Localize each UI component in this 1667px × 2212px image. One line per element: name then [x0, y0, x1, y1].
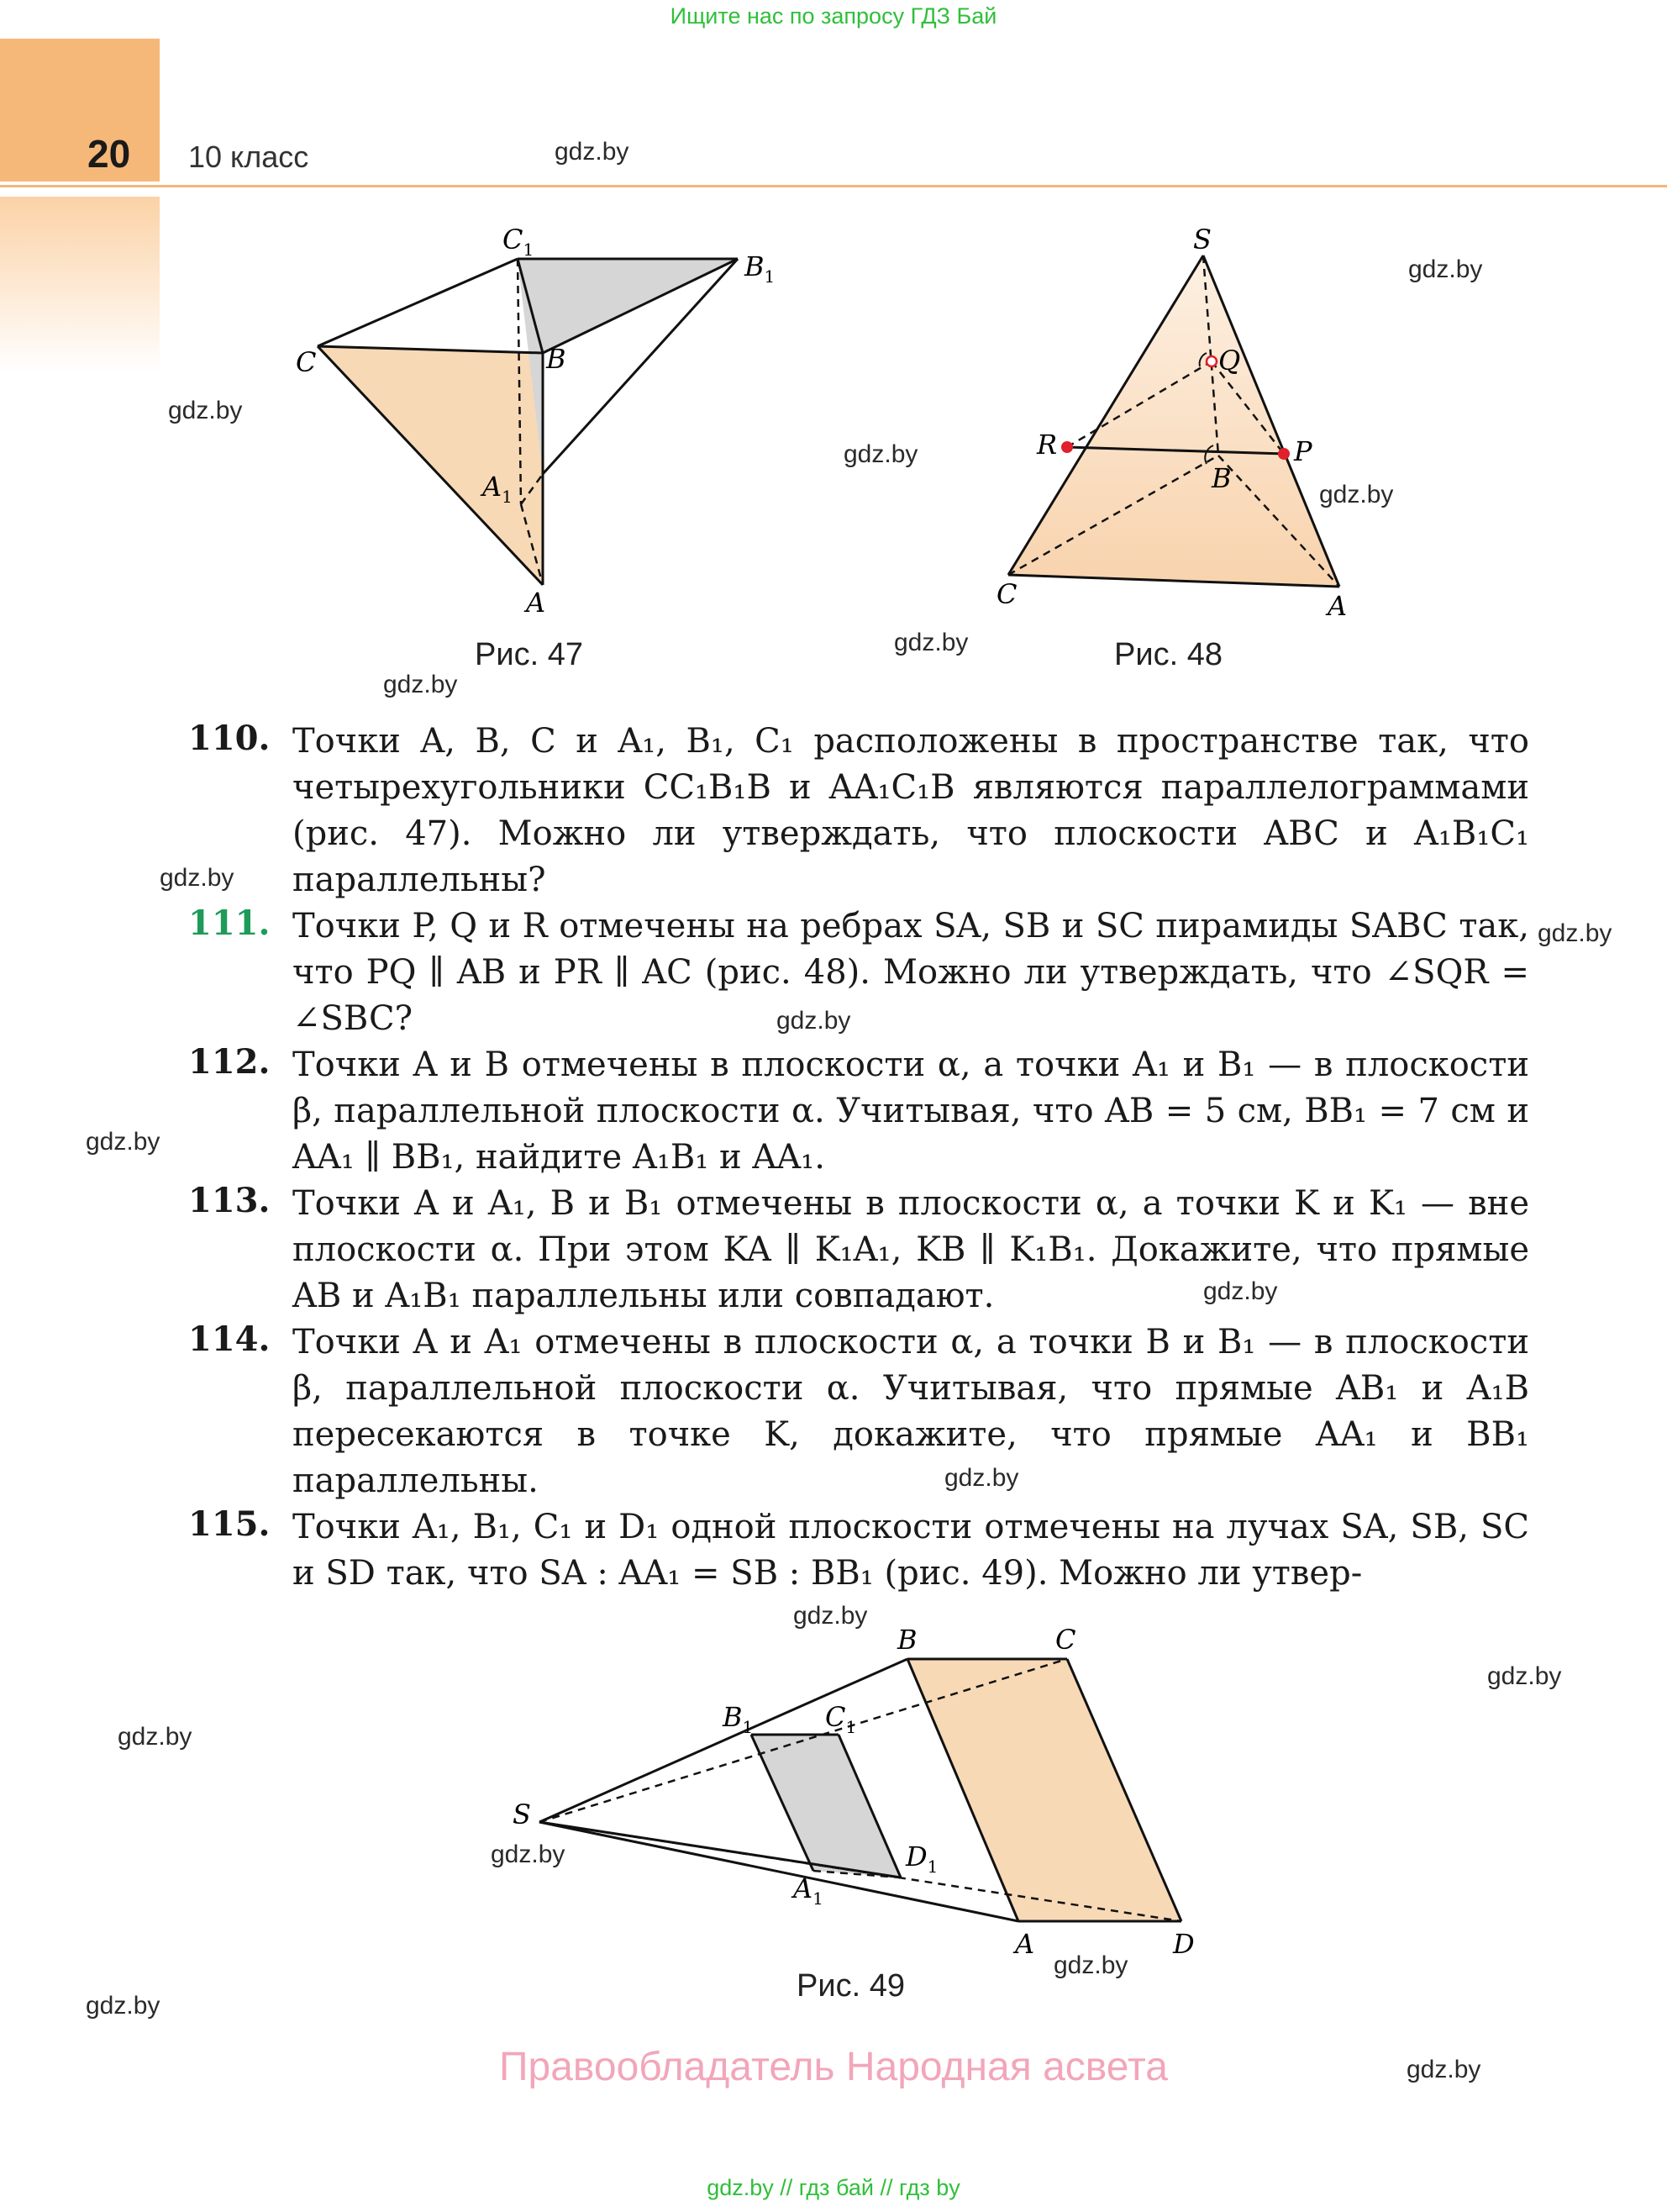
watermark: gdz.by [1407, 2056, 1481, 2083]
label-a: A [1328, 590, 1348, 622]
copyright-owner: Правообладатель Народная асвета [499, 2045, 1168, 2089]
label-q: Q [1218, 345, 1241, 377]
figure-48 [975, 219, 1378, 622]
problem-text: Точки A и A₁, B и B₁ отмечены в плоскости α, а точки K и K₁ — вне плоскости α. При этом KA ∥ K₁A₁, KB ∥ K₁B₁. Докажите, что прямые AB и A₁B₁ параллельны или совпадают. [292, 1184, 1529, 1315]
figure-47-caption: Рис. 47 [475, 637, 583, 672]
watermark: gdz.by [86, 1992, 160, 2020]
grade-label: 10 класс [188, 140, 309, 174]
problem-number: 112. [188, 1042, 271, 1082]
figure-49-caption: Рис. 49 [797, 1968, 905, 2004]
label-b: B [897, 1624, 918, 1656]
label-s: S [1193, 224, 1212, 255]
label-b1: $B_1$ [723, 1701, 754, 1737]
label-r: R [1037, 429, 1058, 461]
figure-47 [277, 219, 815, 622]
watermark: gdz.by [1203, 1277, 1278, 1305]
page-number: 20 [87, 132, 131, 176]
watermark: gdz.by [1054, 1951, 1128, 1979]
point-p [1278, 448, 1290, 460]
footer-links[interactable]: gdz.by // гдз бай // гдз by [707, 2175, 960, 2200]
label-c: C [296, 346, 317, 378]
label-b: B [1212, 462, 1232, 494]
label-s: S [513, 1799, 531, 1830]
problem-text: Точки A, B, C и A₁, B₁, C₁ расположены в пространстве так, что четырехугольники CC₁B₁B и AA₁C₁B являются параллелограммами (рис. 47). Можно ли утверждать, что плоскости ABC и A₁B₁C₁ параллельны? [292, 722, 1529, 899]
watermark: gdz.by [168, 397, 243, 424]
face-abcd [907, 1659, 1181, 1921]
label-c1: $C_1$ [502, 224, 534, 260]
problem-number: 110. [188, 719, 271, 758]
face-a1b1c1d1 [751, 1735, 901, 1878]
watermark: gdz.by [844, 440, 918, 468]
point-q [1207, 356, 1217, 366]
label-a1: $A_1$ [482, 471, 513, 507]
header-divider [0, 185, 1667, 187]
watermark: gdz.by [894, 629, 969, 656]
watermark: gdz.by [1319, 481, 1394, 508]
problem-text: Точки P, Q и R отмечены на ребрах SA, SB и SC пирамиды SABC так, что PQ ∥ AB и PR ∥ AC (рис. 48). Можно ли утверждать, что ∠SQR = ∠SBC? [292, 907, 1529, 1038]
label-d1: $D_1$ [906, 1841, 939, 1877]
watermark: gdz.by [944, 1464, 1019, 1492]
problem-number: 113. [188, 1181, 271, 1220]
figure-49 [496, 1622, 1252, 1975]
problem-number: 115. [188, 1504, 271, 1544]
point-r [1061, 441, 1073, 453]
watermark: gdz.by [160, 864, 234, 892]
label-a1: $A_1$ [793, 1872, 823, 1909]
label-c1: $C_1$ [825, 1701, 857, 1737]
watermark: gdz.by [86, 1128, 160, 1156]
top-banner[interactable]: Ищите нас по запросу ГДЗ Бай [670, 3, 997, 29]
label-a: A [1015, 1928, 1035, 1960]
label-b1: $B_1$ [744, 250, 776, 287]
label-b: B [546, 343, 566, 375]
watermark: gdz.by [1408, 255, 1483, 283]
watermark: gdz.by [555, 138, 629, 166]
label-c: C [997, 578, 1018, 610]
problem-text: Точки A и B отмечены в плоскости α, а точки A₁ и B₁ — в плоскости β, параллельной плоскости α. Учитывая, что AB = 5 см, BB₁ = 7 см и AA₁ ∥ BB₁, найдите A₁B₁ и AA₁. [292, 1045, 1529, 1177]
label-p: P [1294, 435, 1312, 467]
problem-text: Точки A₁, B₁, C₁ и D₁ одной плоскости отмечены на лучах SA, SB, SC и SD так, что SA : AA₁ = SB : BB₁ (рис. 49). Можно ли утвер- [292, 1508, 1529, 1593]
label-a: A [526, 587, 546, 619]
watermark: gdz.by [1538, 919, 1612, 947]
watermark: gdz.by [118, 1723, 192, 1751]
problem-text: Точки A и A₁ отмечены в плоскости α, а точки B и B₁ — в плоскости β, параллельной плоскости α. Учитывая, что прямые AB₁ и A₁B пересекаются в точке K, докажите, что прямые AA₁ и BB₁ параллельны. [292, 1323, 1529, 1500]
label-d: D [1173, 1928, 1195, 1960]
label-c: C [1055, 1624, 1076, 1656]
margin-gradient-decoration [0, 197, 160, 373]
watermark: gdz.by [383, 671, 458, 698]
watermark: gdz.by [776, 1007, 851, 1035]
problem-number: 114. [188, 1319, 271, 1359]
figure-48-caption: Рис. 48 [1114, 637, 1223, 672]
watermark: gdz.by [793, 1602, 868, 1630]
page-tab-decoration [0, 39, 160, 182]
problem-number: 111. [188, 903, 271, 943]
watermark: gdz.by [1487, 1662, 1562, 1690]
watermark: gdz.by [491, 1841, 565, 1868]
